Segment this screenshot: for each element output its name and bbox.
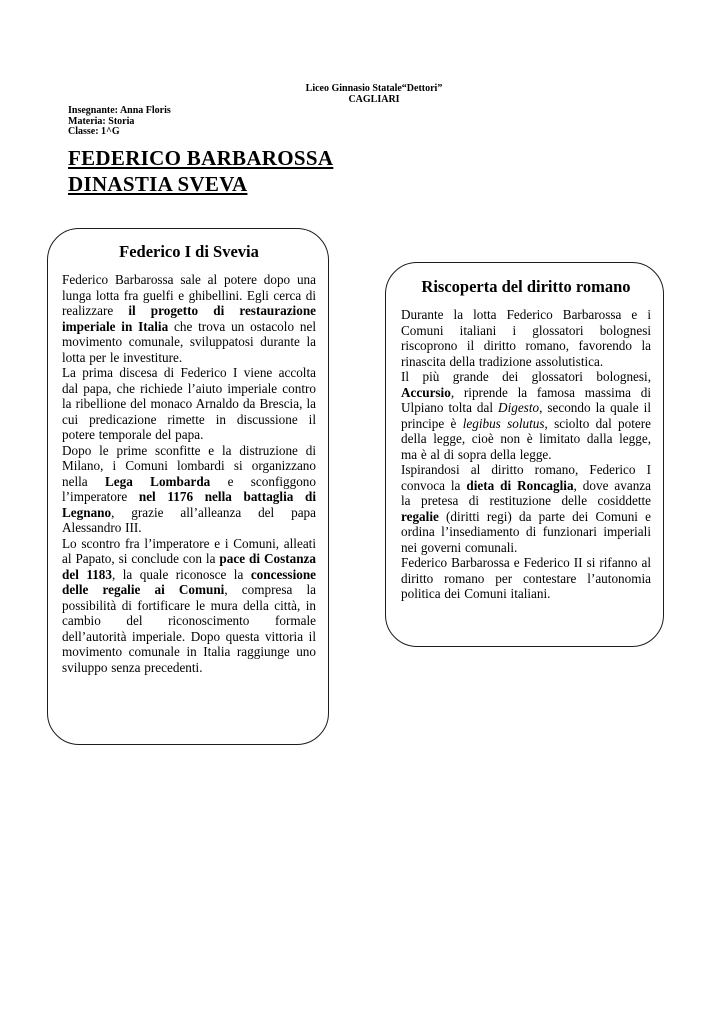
paragraph: Dopo le prime sconfitte e la distruzione di Milano, i Comuni lombardi si organizzano nella Lega Lombarda e sconfiggono l’imperatore nel 1176 nella battaglia di Legnano, grazie all’alleanza del papa Alessandro III. xyxy=(62,442,316,535)
textbox-riscoperta-diritto-romano xyxy=(385,262,664,647)
paragraph: Il più grande dei glossatori bolognesi, Accursio, riprende la famosa massima di Ulpiano tolta dal Digesto, secondo la quale il principe è legibus solutus, sciolto dal potere della legge, cioè non è limitato dalla legge, ma è al di sopra della legge. xyxy=(401,369,652,462)
paragraph: Federico Barbarossa e Federico II si rifanno al diritto romano per contestare l’autonomia politica dei Comuni italiani. xyxy=(401,555,651,601)
school-name: Liceo Ginnasio Statale“Dettori” xyxy=(305,83,443,94)
course-info-block xyxy=(68,106,171,138)
paragraph: La prima discesa di Federico I viene accolta dal papa, che richiede l’aiuto imperiale contro la ribellione del monaco Arnaldo da Brescia, la cui predicazione rimette in discussione il potere temporale del papa. xyxy=(62,365,316,442)
box-body-diritto-romano xyxy=(401,307,651,602)
paragraph: Ispirandosi al diritto romano, Federico I convoca la dieta di Roncaglia, dove avanza la pretesa di restituzione delle cosiddette regalie (diritti regi) da parte dei Comuni e ordina l’insediamento di funzionari imperiali nei governi comunali. xyxy=(401,462,651,555)
paragraph: Durante la lotta Federico Barbarossa e i Comuni italiani i glossatori bolognesi riscoprono il diritto romano, favorendo la rinascita della tradizione assolutistica. xyxy=(401,307,651,369)
box-body-federico xyxy=(62,272,316,675)
teacher-line: Insegnante: Anna Floris xyxy=(68,105,171,116)
paragraph: Lo scontro fra l’imperatore e i Comuni, alleati al Papato, si conclude con la pace di Costanza del 1183, la quale riconosce la concessione delle regalie ai Comuni, compresa la possibilità di fortificare le mura della città, in cambio del riconoscimento formale dell’autorità imperiale. Dopo questa vittoria il movimento comunale in Italia raggiunge uno sviluppo senza precedenti. xyxy=(62,535,317,675)
school-header xyxy=(24,84,724,105)
page-title-line-2: DINASTIA SVEVA xyxy=(68,171,248,196)
box-title-federico: Federico I di Svevia xyxy=(119,242,259,261)
subject-line: Materia: Storia xyxy=(68,115,135,127)
box-title-diritto-romano: Riscoperta del diritto romano xyxy=(421,277,631,296)
school-city: CAGLIARI xyxy=(348,93,400,105)
page-title xyxy=(68,146,333,197)
class-line: Classe: 1^G xyxy=(68,126,120,137)
paragraph: Federico Barbarossa sale al potere dopo una lunga lotta fra guelfi e ghibellini. Egli cerca di realizzare il progetto di restaurazione imperiale in Italia che trova un ostacolo nel movimento comunale, sviluppatosi durante la lotta per le investiture. xyxy=(62,272,317,365)
textbox-federico-i-di-svevia xyxy=(47,228,329,745)
page-title-line-1: FEDERICO BARBAROSSA xyxy=(68,146,334,170)
